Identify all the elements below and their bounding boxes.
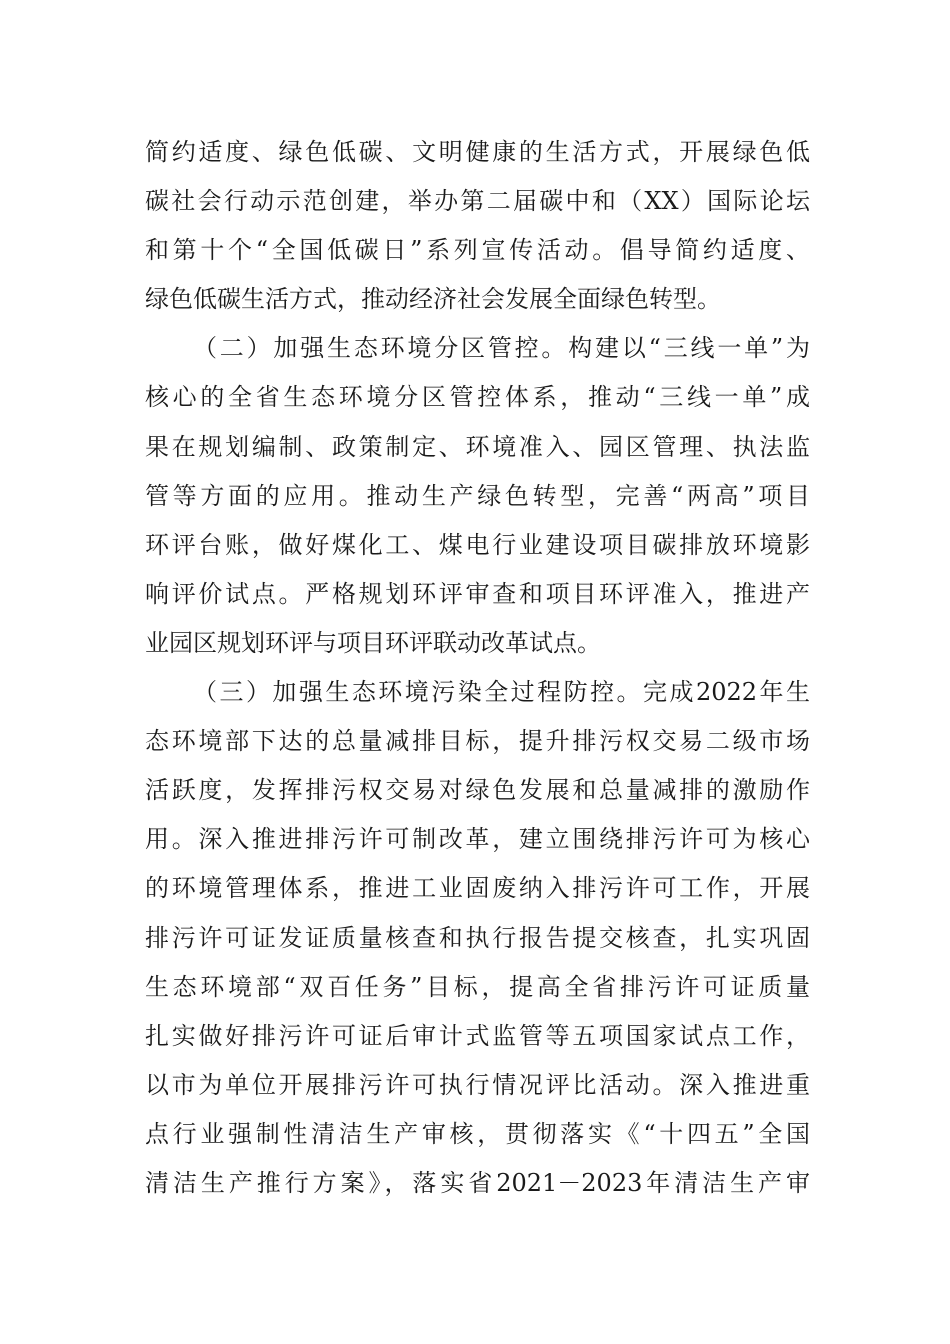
text-line: 简约适度、绿色低碳、文明健康的生活方式，开展绿色低 — [145, 138, 810, 166]
text-line: 环评台账，做好煤化工、煤电行业建设项目碳排放环境影 — [145, 530, 810, 559]
text-line: 和第十个“全国低碳日”系列宣传活动。倡导简约适度、 — [145, 236, 810, 265]
text-line: 用。深入推进排污许可制改革，建立围绕排污许可为核心 — [145, 825, 810, 854]
text-line: 的环境管理体系，推进工业固废纳入排污许可工作，开展 — [145, 874, 810, 903]
text-line: 以市为单位开展排污许可执行情况评比活动。深入推进重 — [145, 1070, 810, 1099]
text-line: 绿色低碳生活方式，推动经济社会发展全面绿色转型。 — [145, 285, 721, 314]
text-line: 核心的全省生态环境分区管控体系，推动“三线一单”成 — [145, 383, 810, 412]
text-line: 活跃度，发挥排污权交易对绿色发展和总量减排的激励作 — [145, 776, 810, 805]
text-line: 响评价试点。严格规划环评审查和项目环评准入，推进产 — [145, 579, 810, 608]
text-line: 态环境部下达的总量减排目标，提升排污权交易二级市场 — [145, 727, 810, 756]
text-line: 扎实做好排污许可证后审计式监管等五项国家试点工作， — [145, 1021, 810, 1050]
section-heading-line: （三）加强生态环境污染全过程防控。完成2022年生 — [193, 678, 810, 707]
text-line: 管等方面的应用。推动生产绿色转型，完善“两高”项目 — [145, 481, 810, 510]
text-line: 业园区规划环评与项目环评联动改革试点。 — [145, 628, 601, 657]
text-line: 排污许可证发证质量核查和执行报告提交核查，扎实巩固 — [145, 923, 810, 952]
text-line: 碳社会行动示范创建，举办第二届碳中和（XX）国际论坛 — [145, 187, 810, 216]
document-body — [145, 128, 810, 1208]
text-line: 生态环境部“双百任务”目标，提高全省排污许可证质量 — [145, 972, 810, 1001]
section-heading-line: （二）加强生态环境分区管控。构建以“三线一单”为 — [193, 334, 810, 363]
text-line: 果在规划编制、政策制定、环境准入、园区管理、执法监 — [145, 432, 810, 461]
text-line: 清洁生产推行方案》，落实省2021－2023年清洁生产审 — [145, 1168, 810, 1197]
text-line: 点行业强制性清洁生产审核，贯彻落实《“十四五”全国 — [145, 1119, 810, 1148]
